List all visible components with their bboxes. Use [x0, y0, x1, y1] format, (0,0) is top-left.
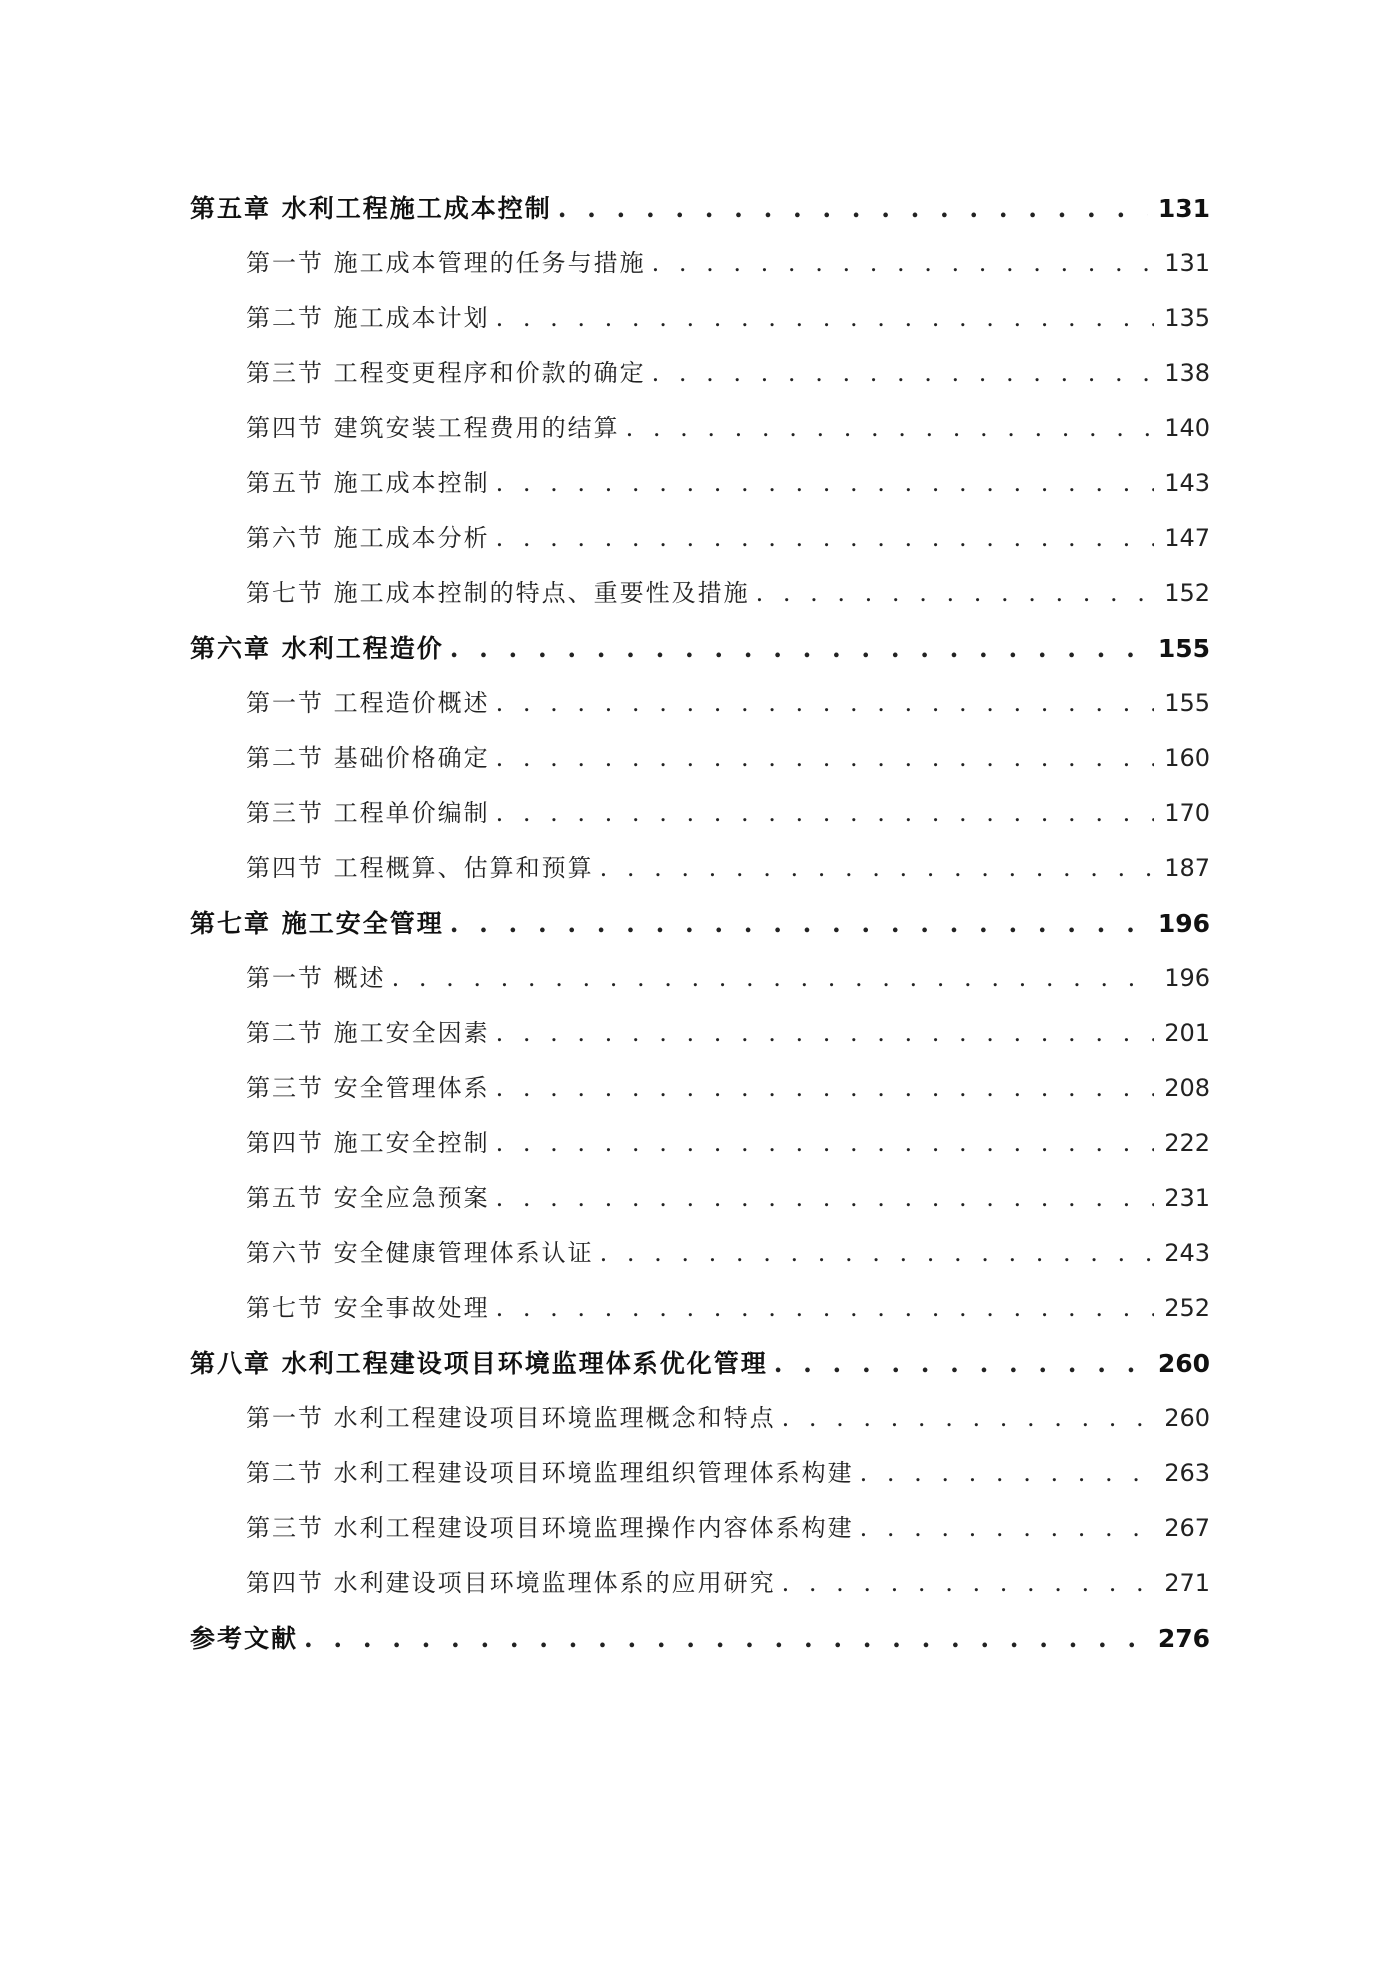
- toc-entry-page: 138: [1164, 359, 1210, 387]
- toc-entry-title: 第四节 工程概算、估算和预算: [246, 854, 594, 882]
- toc-entry-title: 第一节 概述: [246, 964, 386, 992]
- toc-entry-title: 第二节 水利工程建设项目环境监理组织管理体系构建: [246, 1459, 854, 1487]
- toc-dot-leader: [860, 1501, 1154, 1556]
- toc-section-entry[interactable]: [190, 1391, 1210, 1446]
- toc-entry-title: 第三节 工程变更程序和价款的确定: [246, 359, 646, 387]
- toc-entry-page: 155: [1164, 689, 1210, 717]
- toc-dot-leader: [626, 401, 1154, 456]
- toc-section-entry[interactable]: [190, 1556, 1210, 1611]
- toc-chapter-entry[interactable]: [190, 896, 1210, 951]
- toc-dot-leader: [496, 511, 1154, 566]
- toc-entry-page: 260: [1157, 1349, 1210, 1378]
- toc-dot-leader: [756, 566, 1154, 621]
- toc-chapter-entry[interactable]: [190, 1611, 1210, 1666]
- table-of-contents: [190, 181, 1210, 1666]
- toc-dot-leader: [860, 1446, 1154, 1501]
- toc-dot-leader: [496, 1006, 1154, 1061]
- toc-entry-title: 第四节 施工安全控制: [246, 1129, 490, 1157]
- toc-dot-leader: [496, 456, 1154, 511]
- toc-entry-page: 170: [1164, 799, 1210, 827]
- toc-section-entry[interactable]: [190, 1061, 1210, 1116]
- toc-dot-leader: [782, 1556, 1154, 1611]
- toc-section-entry[interactable]: [190, 786, 1210, 841]
- toc-entry-page: 208: [1164, 1074, 1210, 1102]
- toc-dot-leader: [600, 1226, 1154, 1281]
- toc-entry-title: 第一节 施工成本管理的任务与措施: [246, 249, 646, 277]
- toc-entry-page: 160: [1164, 744, 1210, 772]
- toc-dot-leader: [450, 896, 1148, 951]
- toc-entry-page: 231: [1164, 1184, 1210, 1212]
- toc-entry-page: 201: [1164, 1019, 1210, 1047]
- toc-entry-page: 276: [1157, 1624, 1210, 1653]
- toc-dot-leader: [774, 1336, 1148, 1391]
- toc-section-entry[interactable]: [190, 951, 1210, 1006]
- toc-section-entry[interactable]: [190, 511, 1210, 566]
- toc-entry-title: 第六章 水利工程造价: [190, 634, 444, 663]
- toc-entry-page: 263: [1164, 1459, 1210, 1487]
- toc-entry-title: 第一节 工程造价概述: [246, 689, 490, 717]
- toc-dot-leader: [392, 951, 1154, 1006]
- toc-entry-title: 第四节 水利建设项目环境监理体系的应用研究: [246, 1569, 776, 1597]
- toc-entry-title: 第四节 建筑安装工程费用的结算: [246, 414, 620, 442]
- toc-dot-leader: [496, 731, 1154, 786]
- toc-entry-title: 第五章 水利工程施工成本控制: [190, 194, 552, 223]
- toc-entry-title: 第六节 施工成本分析: [246, 524, 490, 552]
- toc-entry-page: 152: [1164, 579, 1210, 607]
- toc-section-entry[interactable]: [190, 1501, 1210, 1556]
- toc-section-entry[interactable]: [190, 346, 1210, 401]
- toc-entry-page: 143: [1164, 469, 1210, 497]
- toc-entry-title: 第五节 安全应急预案: [246, 1184, 490, 1212]
- toc-section-entry[interactable]: [190, 1281, 1210, 1336]
- toc-entry-page: 196: [1157, 909, 1210, 938]
- toc-dot-leader: [304, 1611, 1148, 1666]
- toc-entry-title: 第七节 安全事故处理: [246, 1294, 490, 1322]
- toc-dot-leader: [496, 676, 1154, 731]
- toc-section-entry[interactable]: [190, 456, 1210, 511]
- toc-dot-leader: [558, 181, 1148, 236]
- toc-chapter-entry[interactable]: [190, 1336, 1210, 1391]
- toc-chapter-entry[interactable]: [190, 621, 1210, 676]
- toc-entry-page: 271: [1164, 1569, 1210, 1597]
- toc-section-entry[interactable]: [190, 1171, 1210, 1226]
- toc-entry-page: 187: [1164, 854, 1210, 882]
- toc-section-entry[interactable]: [190, 291, 1210, 346]
- toc-section-entry[interactable]: [190, 236, 1210, 291]
- toc-entry-title: 第七节 施工成本控制的特点、重要性及措施: [246, 579, 750, 607]
- toc-entry-page: 267: [1164, 1514, 1210, 1542]
- toc-dot-leader: [496, 1281, 1154, 1336]
- toc-entry-title: 第三节 工程单价编制: [246, 799, 490, 827]
- toc-dot-leader: [496, 786, 1154, 841]
- toc-section-entry[interactable]: [190, 1006, 1210, 1061]
- toc-dot-leader: [496, 1061, 1154, 1116]
- toc-dot-leader: [652, 346, 1154, 401]
- toc-entry-page: 155: [1157, 634, 1210, 663]
- toc-section-entry[interactable]: [190, 1446, 1210, 1501]
- toc-entry-page: 131: [1157, 194, 1210, 223]
- toc-entry-title: 第三节 安全管理体系: [246, 1074, 490, 1102]
- toc-entry-title: 第五节 施工成本控制: [246, 469, 490, 497]
- toc-dot-leader: [496, 1171, 1154, 1226]
- toc-section-entry[interactable]: [190, 841, 1210, 896]
- toc-section-entry[interactable]: [190, 566, 1210, 621]
- toc-section-entry[interactable]: [190, 1226, 1210, 1281]
- toc-section-entry[interactable]: [190, 676, 1210, 731]
- toc-entry-title: 第六节 安全健康管理体系认证: [246, 1239, 594, 1267]
- toc-entry-title: 第二节 施工成本计划: [246, 304, 490, 332]
- toc-chapter-entry[interactable]: [190, 181, 1210, 236]
- toc-section-entry[interactable]: [190, 401, 1210, 456]
- toc-section-entry[interactable]: [190, 731, 1210, 786]
- toc-dot-leader: [782, 1391, 1154, 1446]
- toc-entry-title: 参考文献: [190, 1624, 299, 1653]
- toc-entry-page: 147: [1164, 524, 1210, 552]
- toc-entry-page: 252: [1164, 1294, 1210, 1322]
- toc-entry-page: 222: [1164, 1129, 1210, 1157]
- toc-entry-page: 260: [1164, 1404, 1210, 1432]
- toc-entry-page: 140: [1164, 414, 1210, 442]
- toc-dot-leader: [600, 841, 1154, 896]
- toc-dot-leader: [450, 621, 1148, 676]
- toc-entry-title: 第七章 施工安全管理: [190, 909, 444, 938]
- toc-dot-leader: [496, 291, 1154, 346]
- toc-entry-title: 第二节 施工安全因素: [246, 1019, 490, 1047]
- toc-dot-leader: [496, 1116, 1154, 1171]
- toc-entry-page: 131: [1164, 249, 1210, 277]
- toc-entry-page: 243: [1164, 1239, 1210, 1267]
- toc-entry-title: 第二节 基础价格确定: [246, 744, 490, 772]
- toc-section-entry[interactable]: [190, 1116, 1210, 1171]
- toc-entry-title: 第三节 水利工程建设项目环境监理操作内容体系构建: [246, 1514, 854, 1542]
- toc-entry-page: 135: [1164, 304, 1210, 332]
- toc-dot-leader: [652, 236, 1154, 291]
- toc-entry-page: 196: [1164, 964, 1210, 992]
- toc-entry-title: 第一节 水利工程建设项目环境监理概念和特点: [246, 1404, 776, 1432]
- toc-entry-title: 第八章 水利工程建设项目环境监理体系优化管理: [190, 1349, 768, 1378]
